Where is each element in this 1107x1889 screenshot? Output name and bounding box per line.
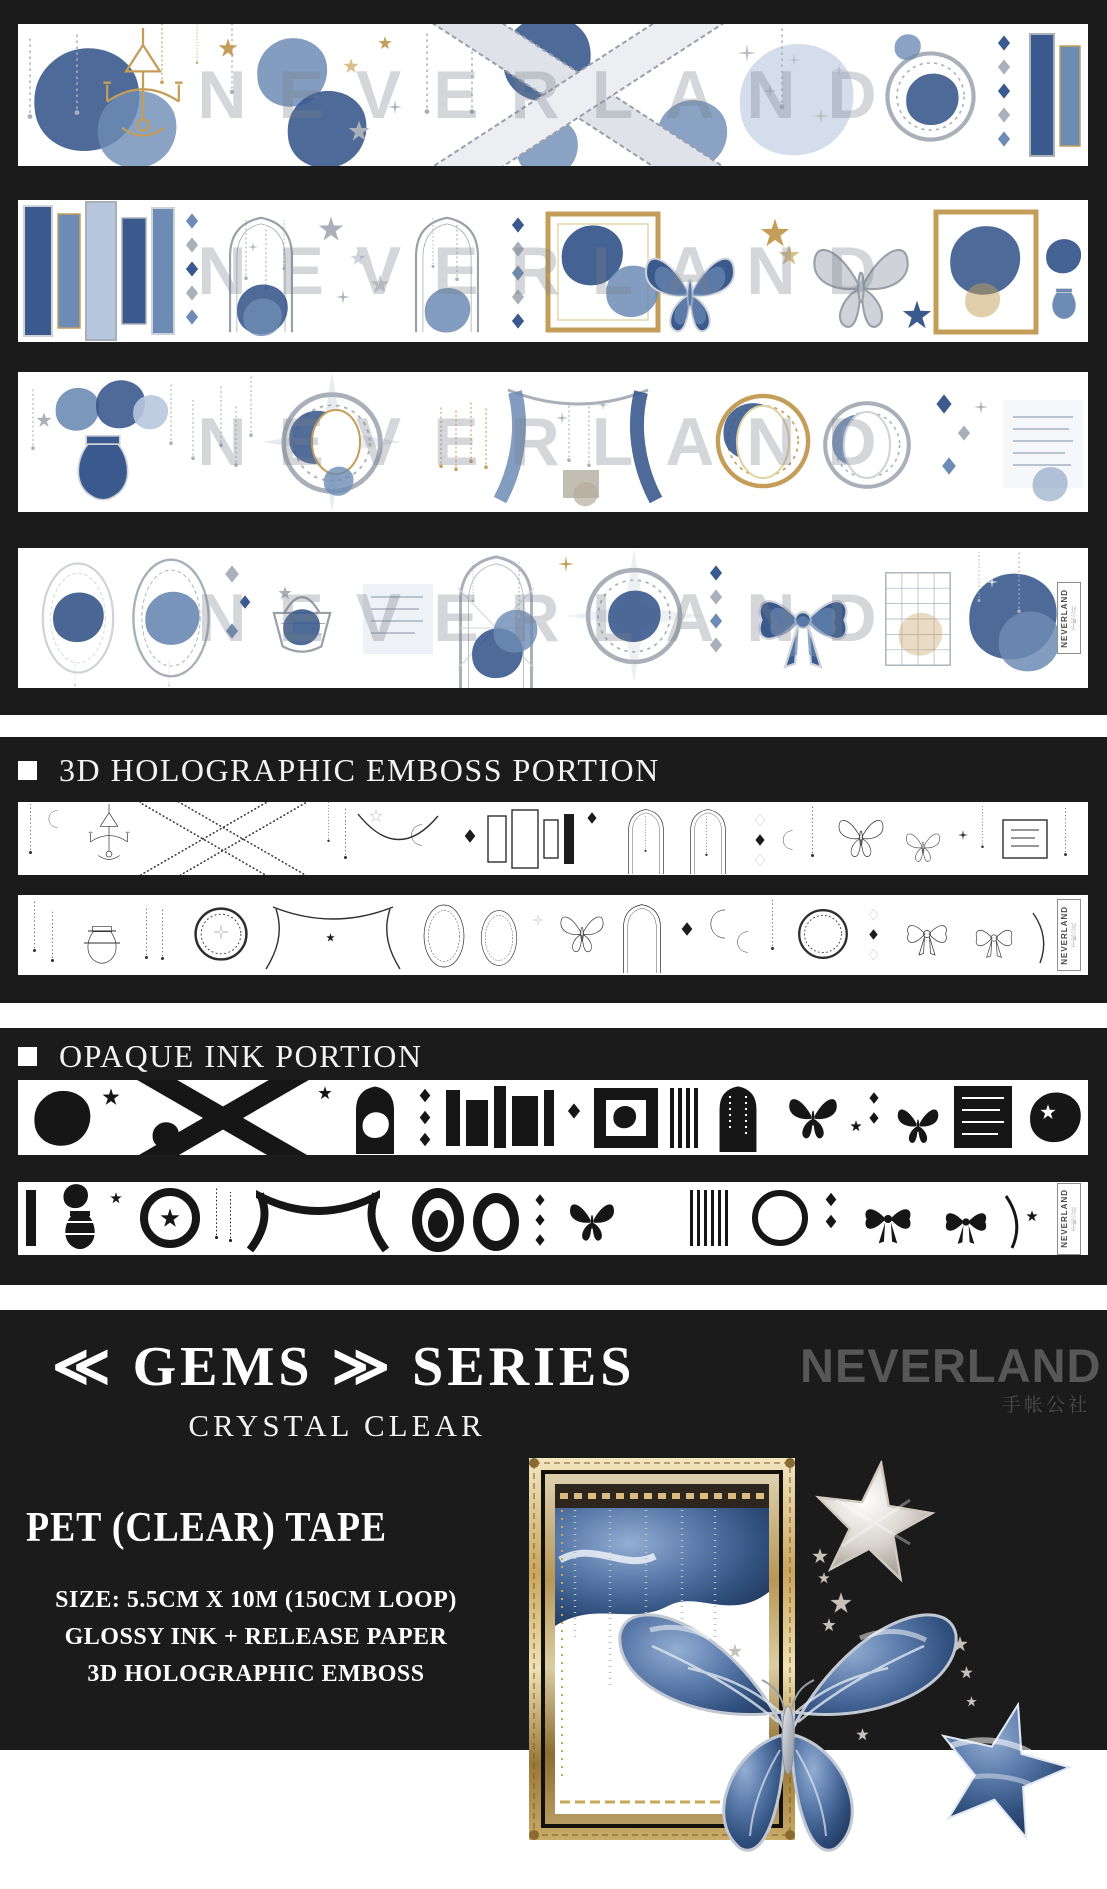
harlequin-diamonds-icon (710, 565, 722, 652)
bow-icon (760, 601, 847, 667)
side-label-sub: 手帐公社 (1071, 1206, 1078, 1231)
opaque-strip-2 (18, 1182, 1088, 1255)
oval-mirror-wreath-icon (718, 396, 909, 487)
tape-side-label (1057, 582, 1081, 654)
side-label-brand: NEVERLAND (1059, 1189, 1069, 1248)
tape-sample-strip-1 (18, 24, 1088, 166)
footer-artwork (500, 1440, 1107, 1889)
tape-art-2 (18, 200, 1088, 342)
strip-watermark: NEVERLAND (197, 580, 909, 656)
square-bullet-icon (18, 761, 37, 780)
separator-band (0, 1003, 1107, 1028)
series-title: ≪ GEMS ≫ SERIES (52, 1336, 636, 1398)
sparkle-icon (558, 556, 574, 572)
diamond-icon (936, 394, 988, 474)
arch-window-icon (416, 218, 478, 333)
spiked-wreath-icon (566, 548, 702, 684)
sun-wreath-icon (262, 372, 402, 512)
harlequin-diamonds-icon (512, 217, 524, 328)
tape-sample-strip-4 (18, 548, 1088, 688)
spec-emboss: 3D HOLOGRAPHIC EMBOSS (87, 1661, 425, 1687)
crystal-panel-icon (24, 202, 174, 340)
crystal-cluster-icon (969, 552, 1060, 671)
holographic-strip-2 (18, 895, 1088, 975)
watercolor-crystals (34, 24, 853, 166)
holographic-art-2 (18, 895, 1088, 975)
tape-art-1 (18, 24, 1088, 166)
brand-logo: NEVERLAND (800, 1339, 1102, 1392)
strip-watermark: NEVERLAND (197, 57, 909, 133)
basket-icon (274, 586, 330, 651)
series-subtitle: CRYSTAL CLEAR (188, 1408, 486, 1443)
section-heading-opaque (18, 1036, 422, 1076)
side-label-sub: 手帐公社 (1071, 606, 1078, 630)
flower-bowl-icon (36, 380, 168, 500)
spec-ink: GLOSSY INK + RELEASE PAPER (64, 1624, 448, 1650)
silver-butterfly-icon (814, 250, 907, 327)
section-title: 3D HOLOGRAPHIC EMBOSS PORTION (59, 751, 660, 788)
opaque-art-1 (18, 1080, 1088, 1155)
brand-logo-subtext: 手帐公社 (1001, 1395, 1090, 1416)
star-icon (319, 217, 390, 304)
holographic-art-1 (18, 802, 1088, 875)
tape-art-4 (18, 548, 1088, 688)
wreath-icon (887, 34, 973, 139)
harlequin-diamonds-icon (998, 35, 1010, 146)
opaque-art-2 (18, 1182, 1088, 1255)
oval-gem-frame-icon (43, 560, 209, 686)
spec-size: SIZE: 5.5CM X 10M (150CM LOOP) (55, 1587, 457, 1613)
bead-chain-gold (160, 24, 198, 84)
opaque-strip-1 (18, 1080, 1088, 1155)
tape-side-label (1057, 899, 1081, 971)
tape-art-3 (18, 372, 1088, 512)
strip-watermark: NEVERLAND (197, 404, 909, 480)
square-bullet-icon (18, 1047, 37, 1066)
curtain-canopy-icon (500, 390, 656, 506)
product-type: PET (CLEAR) TAPE (26, 1505, 387, 1551)
letter-panel-icon (1003, 400, 1083, 501)
harlequin-diamonds-icon (186, 213, 198, 324)
holographic-strip-1 (18, 802, 1088, 875)
side-label-brand: NEVERLAND (1059, 905, 1069, 965)
lace-arch-icon (458, 557, 537, 688)
separator-band (0, 715, 1107, 737)
gold-frame-icon (548, 214, 659, 330)
crystal-panel-icon (1030, 34, 1080, 156)
separator-band (0, 1285, 1107, 1310)
blue-star-icon (924, 1689, 1081, 1844)
arch-window-icon (230, 218, 292, 336)
product-specs (25, 1582, 487, 1693)
section-title: OPAQUE INK PORTION (59, 1037, 423, 1074)
side-label-brand: NEVERLAND (1059, 588, 1069, 648)
grid-panel-icon (886, 573, 950, 665)
tape-sample-strip-2 (18, 200, 1088, 342)
letter-panel-icon (363, 584, 433, 654)
tape-side-label (1057, 1183, 1081, 1255)
tape-sample-strip-3 (18, 372, 1088, 512)
side-label-sub: 手帐公社 (1071, 923, 1078, 947)
gold-bead-curtain (439, 403, 488, 471)
flower-vase-icon (1046, 239, 1081, 319)
diamond-icon (225, 565, 250, 638)
silver-star-icon (809, 1455, 938, 1582)
strip-watermark: NEVERLAND (197, 233, 909, 309)
section-heading-holographic (18, 750, 660, 790)
gold-frame-icon (936, 212, 1036, 332)
